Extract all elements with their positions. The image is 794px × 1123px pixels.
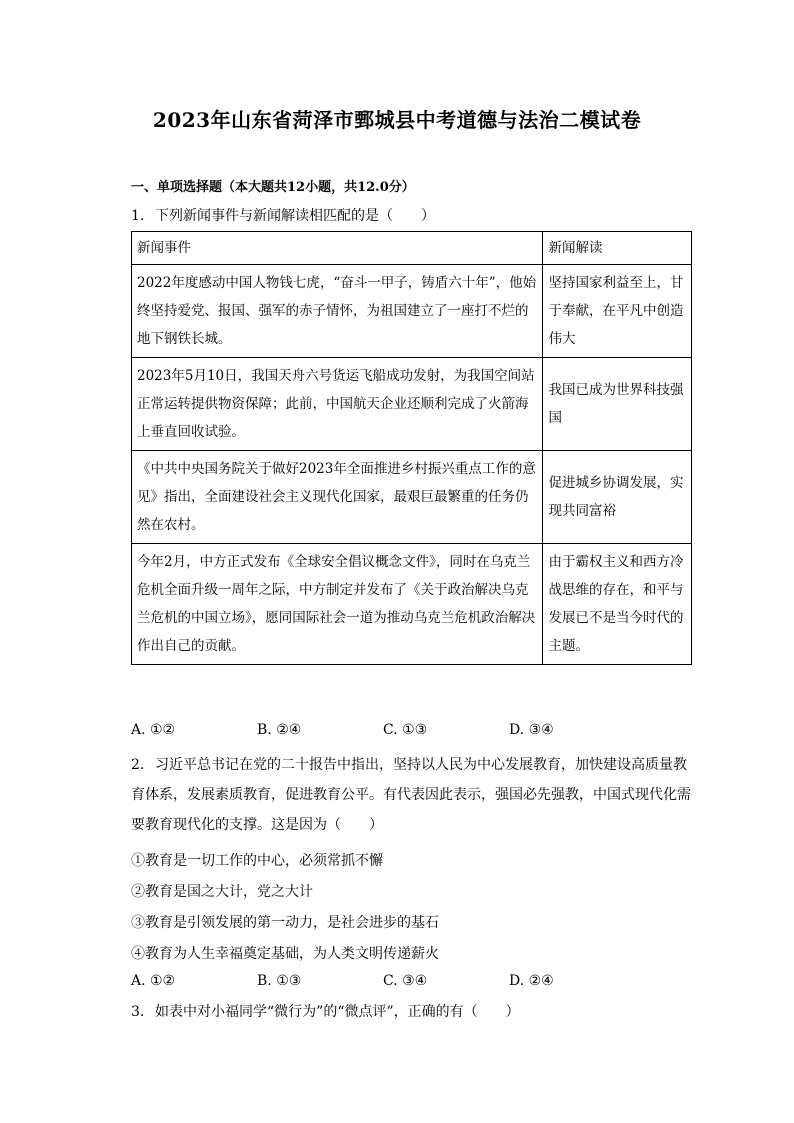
table-header-row — [132, 232, 692, 265]
section-heading: 一、单项选择题（本大题共12小题，共12.0分） — [131, 180, 415, 195]
table-cell-interpretation: 由于霸权主义和西方冷战思维的存在，和平与发展已不是当今时代的主题。 — [543, 544, 692, 665]
question-number: 3. — [131, 1004, 145, 1020]
question-number: 2. — [131, 757, 145, 773]
table-header-cell: 新闻解读 — [543, 232, 692, 265]
option-c[interactable]: C. ③④ — [383, 973, 428, 989]
option-b[interactable]: B. ②④ — [257, 722, 302, 738]
statement-4: ④教育为人生幸福奠定基础，为人类文明传递薪火 — [131, 946, 439, 962]
table-cell-event: 2022年度感动中国人物钱七虎，“奋斗一甲子，铸盾六十年”，他始终坚持爱党、报国、强军的赤子情怀，为祖国建立了一座打不烂的地下钢铁长城。 — [132, 265, 543, 358]
option-a[interactable]: A. ①② — [131, 973, 176, 989]
question-2 — [131, 750, 691, 840]
table-cell-event: 今年2月，中方正式发布《全球安全倡议概念文件》，同时在乌克兰危机全面升级一周年之际，中方制定并发布了《关于政治解决乌克兰危机的中国立场》，愿同国际社会一道为推动乌克兰危机政治解决作出自己的贡献。 — [132, 544, 543, 665]
option-d[interactable]: D. ②④ — [509, 973, 554, 989]
table-row — [132, 358, 692, 451]
question-stem: 下列新闻事件与新闻解读相匹配的是（ ） — [155, 208, 435, 224]
question-1-options — [131, 722, 691, 738]
question-2-options — [131, 973, 691, 989]
statement-3: ③教育是引领发展的第一动力，是社会进步的基石 — [131, 915, 439, 931]
table-cell-interpretation: 我国已成为世界科技强国 — [543, 358, 692, 451]
option-a[interactable]: A. ①② — [131, 722, 176, 738]
option-d[interactable]: D. ③④ — [509, 722, 554, 738]
option-c[interactable]: C. ①③ — [383, 722, 428, 738]
table-cell-interpretation: 促进城乡协调发展，实现共同富裕 — [543, 451, 692, 544]
page-title: 2023年山东省菏泽市鄄城县中考道德与法治二模试卷 — [152, 108, 642, 132]
table-cell-event: 《中共中央国务院关于做好2023年全面推进乡村振兴重点工作的意见》指出，全面建设社会主义现代化国家，最艰巨最繁重的任务仍然在农村。 — [132, 451, 543, 544]
table-row — [132, 451, 692, 544]
statement-2: ②教育是国之大计，党之大计 — [131, 884, 313, 900]
statement-1: ①教育是一切工作的中心，必须常抓不懈 — [131, 853, 383, 869]
table-row — [132, 544, 692, 665]
question-stem: 如表中对小福同学“微行为”的“微点评”，正确的有（ ） — [155, 1004, 520, 1020]
question-number: 1. — [131, 208, 145, 224]
table-cell-interpretation: 坚持国家利益至上，甘于奉献，在平凡中创造伟大 — [543, 265, 692, 358]
question-1 — [131, 201, 691, 231]
option-b[interactable]: B. ①③ — [257, 973, 302, 989]
table-header-cell: 新闻事件 — [132, 232, 543, 265]
news-table — [131, 231, 692, 665]
table-cell-event: 2023年5月10日，我国天舟六号货运飞船成功发射，为我国空间站正常运转提供物资保障；此前，中国航天企业还顺利完成了火箭海上垂直回收试验。 — [132, 358, 543, 451]
table-row — [132, 265, 692, 358]
question-stem: 习近平总书记在党的二十报告中指出，坚持以人民为中心发展教育，加快建设高质量教育体系，发展素质教育，促进教育公平。有代表因此表示，强国必先强教，中国式现代化需要教育现代化的支撑。这是因为（ ） — [131, 757, 691, 833]
question-3 — [131, 997, 691, 1027]
